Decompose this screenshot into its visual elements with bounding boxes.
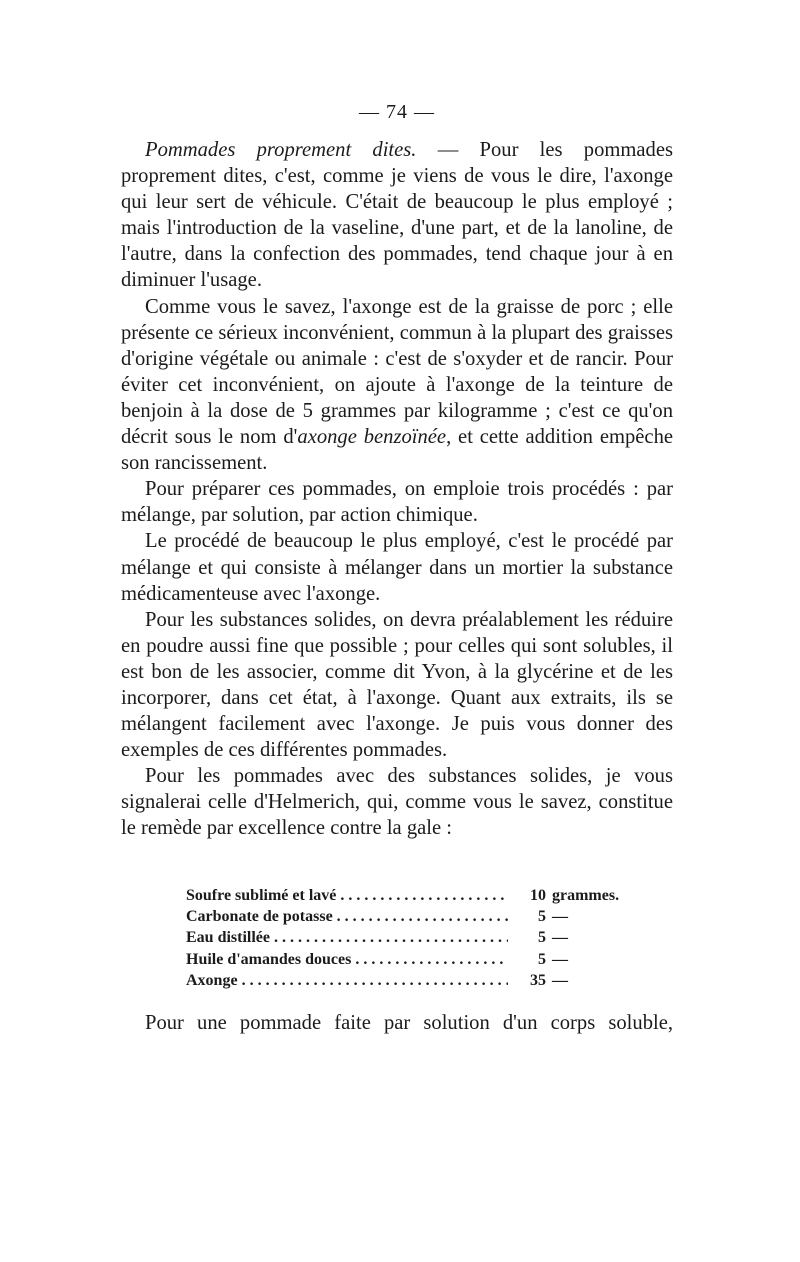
ingredient-quantity: 5: [538, 950, 546, 968]
body-text: [121, 137, 673, 842]
paragraph-solution: Pour une pommade faite par solution d'un corps soluble,: [145, 1012, 673, 1034]
ingredient-unit: —: [552, 908, 568, 926]
paragraph-intro: [121, 137, 673, 294]
ingredient-unit: —: [552, 929, 568, 947]
page-number: — 74 —: [359, 101, 435, 123]
paragraph-procedes: Pour préparer ces pommades, on emploie trois procédés : par mélange, par solution, par action chimique.: [121, 478, 673, 527]
ingredient-quantity: 10: [530, 887, 546, 904]
ingredient-unit: grammes.: [552, 887, 620, 904]
paragraph-melange: Le procédé de beaucoup le plus employé, c'est le procédé par mélange et qui consiste à mélanger dans un mortier la substance médicamenteuse avec l'axonge.: [121, 530, 673, 605]
ingredient-name: Eau distillée . . .: [186, 927, 508, 948]
recipe-table: [186, 885, 626, 991]
ingredient-name: Carbonate de potasse . . .: [186, 906, 508, 927]
ingredient-quantity: 35: [530, 971, 546, 989]
paragraph-axonge-text: Comme vous le savez, l'axonge est de la graisse de porc ; elle présente ce sérieux inconvénient, commun à la plupart des graisses d'origine végétale ou animale : c'est de s'oxyder et de rancir. Pour éviter cet inconvénient, on ajoute à l'axonge de la teinture de benjoin à la dose de 5 grammes par kilogramme ; c'est ce qu'on décrit sous le nom d': [121, 295, 673, 449]
ingredient-quantity: 5: [538, 929, 546, 947]
paragraph-solides: Pour les substances solides, on devra préalablement les réduire en poudre aussi fine que possible ; pour celles qui sont solubles, il est bon de les associer, comme dit Yvon, à la glycérine et de les incorporer, dans cet état, à l'axonge. Quant aux extraits, ils se mélangent facilement avec l'axonge. Je puis vous donner des exemples de ces différentes pommades.: [121, 608, 673, 762]
paragraph-intro-text: — Pour les pommades proprement dites, c'est, comme je viens de vous le dire, l'axonge qui leur sert de véhicule. C'était de beaucoup le plus employé ; mais l'introduction de la vaseline, d'une part, et de la lanoline, de l'autre, dans la confection des pommades, tend chaque jour à en diminuer l'usage.: [121, 139, 673, 292]
ingredient-unit: —: [552, 950, 568, 968]
paragraph-helmerich: Pour les pommades avec des substances solides, je vous signalerai celle d'Helmerich, qui, comme vous le savez, constitue le remède par excellence contre la gale :: [121, 765, 673, 840]
ingredient-quantity: 5: [538, 908, 546, 926]
recipe-row: [186, 949, 626, 970]
recipe-row: [186, 885, 626, 906]
ingredient-name: Huile d'amandes douces . . .: [186, 949, 508, 970]
term-axonge-benzoinee: axonge benzoïnée: [297, 426, 447, 449]
section-heading: Pommades proprement dites.: [145, 139, 417, 161]
recipe-row: [186, 927, 626, 948]
recipe-row: [186, 970, 626, 991]
recipe-row: [186, 906, 626, 927]
paragraph-axonge: [121, 294, 673, 477]
ingredient-name: Axonge . . .: [186, 970, 508, 991]
paragraph-axonge-end: , et cette addition empêche son rancissement.: [121, 426, 674, 475]
ingredient-unit: —: [552, 971, 568, 989]
ingredient-name: Soufre sublimé et lavé . . .: [186, 885, 508, 906]
